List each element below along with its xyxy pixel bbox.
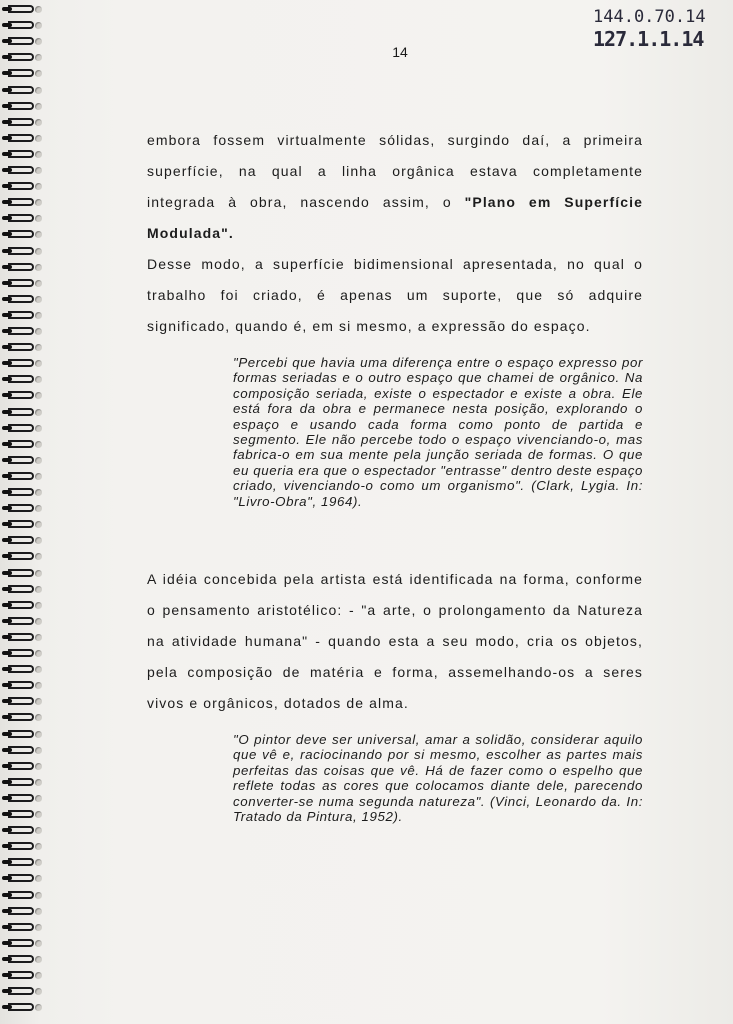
spiral-coil: [2, 4, 40, 15]
spiral-coil: [2, 181, 40, 192]
spiral-coil: [2, 101, 40, 112]
spiral-coil: [2, 970, 40, 981]
spiral-coil: [2, 825, 40, 836]
block-quote-1: [233, 355, 643, 509]
spiral-coil: [2, 841, 40, 852]
spiral-coil: [2, 922, 40, 933]
handwritten-note-line2: 127.1.1.14: [593, 27, 704, 51]
spiral-coil: [2, 294, 40, 305]
spiral-coil: [2, 761, 40, 772]
block-quote-1-text: "Percebi que havia uma diferença entre o espaço expresso por formas seriadas e o outro espaço que chamei de orgânico. Na composição seriada, existe o espectador e existe a obra. Ele está fora da obra e permanece nesta posição, explorando o espaço e usando cada forma como ponto de partida e segmento. Ele não percebe todo o espaço vivenciando-o, mas fabrica-o em sua mente pela junção seriada de formas. O que eu queria era que o espectador "entrasse" dentro deste espaço criado, vivenciando-o como um organismo". (Clark, Lygia. In: "Livro-Obra", 1964).: [233, 355, 643, 509]
spiral-coil: [2, 85, 40, 96]
spiral-coil: [2, 229, 40, 240]
spiral-coil: [2, 551, 40, 562]
spiral-coil: [2, 793, 40, 804]
spiral-coil: [2, 664, 40, 675]
spiral-coil: [2, 262, 40, 273]
spiral-coil: [2, 165, 40, 176]
spiral-coil: [2, 632, 40, 643]
spiral-coil: [2, 455, 40, 466]
spiral-coil: [2, 423, 40, 434]
spiral-coil: [2, 326, 40, 337]
spiral-coil: [2, 278, 40, 289]
spiral-coil: [2, 954, 40, 965]
spiral-coil: [2, 342, 40, 353]
page-number: 14: [392, 44, 408, 60]
handwritten-note-line1: 144.0.70.14: [593, 7, 706, 27]
block-quote-2: [233, 732, 643, 824]
spiral-coil: [2, 986, 40, 997]
spiral-coil: [2, 197, 40, 208]
paragraph-3: A idéia concebida pela artista está identificada na forma, conforme o pensamento aristotélico: - "a arte, o prolongamento da Natureza na atividade humana" - quando esta a seu modo, cria os objetos, pela composição de matéria e forma, assemelhando-os a seres vivos e orgânicos, dotados de alma.: [147, 571, 643, 711]
spiral-coil: [2, 471, 40, 482]
spiral-coil: [2, 680, 40, 691]
spiral-coil: [2, 358, 40, 369]
spiral-coil: [2, 439, 40, 450]
body-section-2: [147, 564, 643, 719]
spiral-coil: [2, 568, 40, 579]
spiral-coil: [2, 696, 40, 707]
spiral-coil: [2, 20, 40, 31]
spiral-coil: [2, 117, 40, 128]
spiral-binding: [0, 0, 46, 1024]
paragraph-1-bold-title: "Plano em Superfície Modulada".: [147, 194, 643, 241]
spiral-coil: [2, 519, 40, 530]
spiral-coil: [2, 535, 40, 546]
spiral-coil: [2, 1002, 40, 1013]
spiral-coil: [2, 133, 40, 144]
spiral-coil: [2, 712, 40, 723]
spiral-coil: [2, 890, 40, 901]
spiral-coil: [2, 407, 40, 418]
spiral-coil: [2, 600, 40, 611]
spiral-coil: [2, 68, 40, 79]
spiral-coil: [2, 616, 40, 627]
block-quote-2-text: "O pintor deve ser universal, amar a solidão, considerar aquilo que vê e, raciocinando por si mesmo, escolher as partes mais perfeitas das coisas que vê. Há de fazer como o espelho que reflete todas as cores que colocamos diante dele, parecendo converter-se numa segunda natureza". (Vinci, Leonardo da. In: Tratado da Pintura, 1952).: [233, 732, 643, 825]
paragraph-1-text: embora fossem virtualmente sólidas, surgindo daí, a primeira superfície, na qual a linha orgânica estava completamente integrada à obra, nascendo assim, o: [147, 132, 643, 210]
spiral-coil: [2, 745, 40, 756]
paragraph-2: Desse modo, a superfície bidimensional apresentada, no qual o trabalho foi criado, é apenas um suporte, que só adquire significado, quando é, em si mesmo, a expressão do espaço.: [147, 256, 643, 334]
spiral-coil: [2, 584, 40, 595]
spiral-coil: [2, 809, 40, 820]
spiral-coil: [2, 503, 40, 514]
spiral-coil: [2, 374, 40, 385]
spiral-coil: [2, 246, 40, 257]
paragraph-1: [147, 125, 643, 249]
spiral-coil: [2, 487, 40, 498]
spiral-coil: [2, 213, 40, 224]
body-section-1: [147, 125, 643, 342]
spiral-coil: [2, 906, 40, 917]
spiral-coil: [2, 729, 40, 740]
spiral-coil: [2, 777, 40, 788]
spiral-coil: [2, 310, 40, 321]
spiral-coil: [2, 149, 40, 160]
spiral-coil: [2, 873, 40, 884]
spiral-coil: [2, 648, 40, 659]
spiral-coil: [2, 938, 40, 949]
spiral-coil: [2, 390, 40, 401]
spiral-coil: [2, 857, 40, 868]
